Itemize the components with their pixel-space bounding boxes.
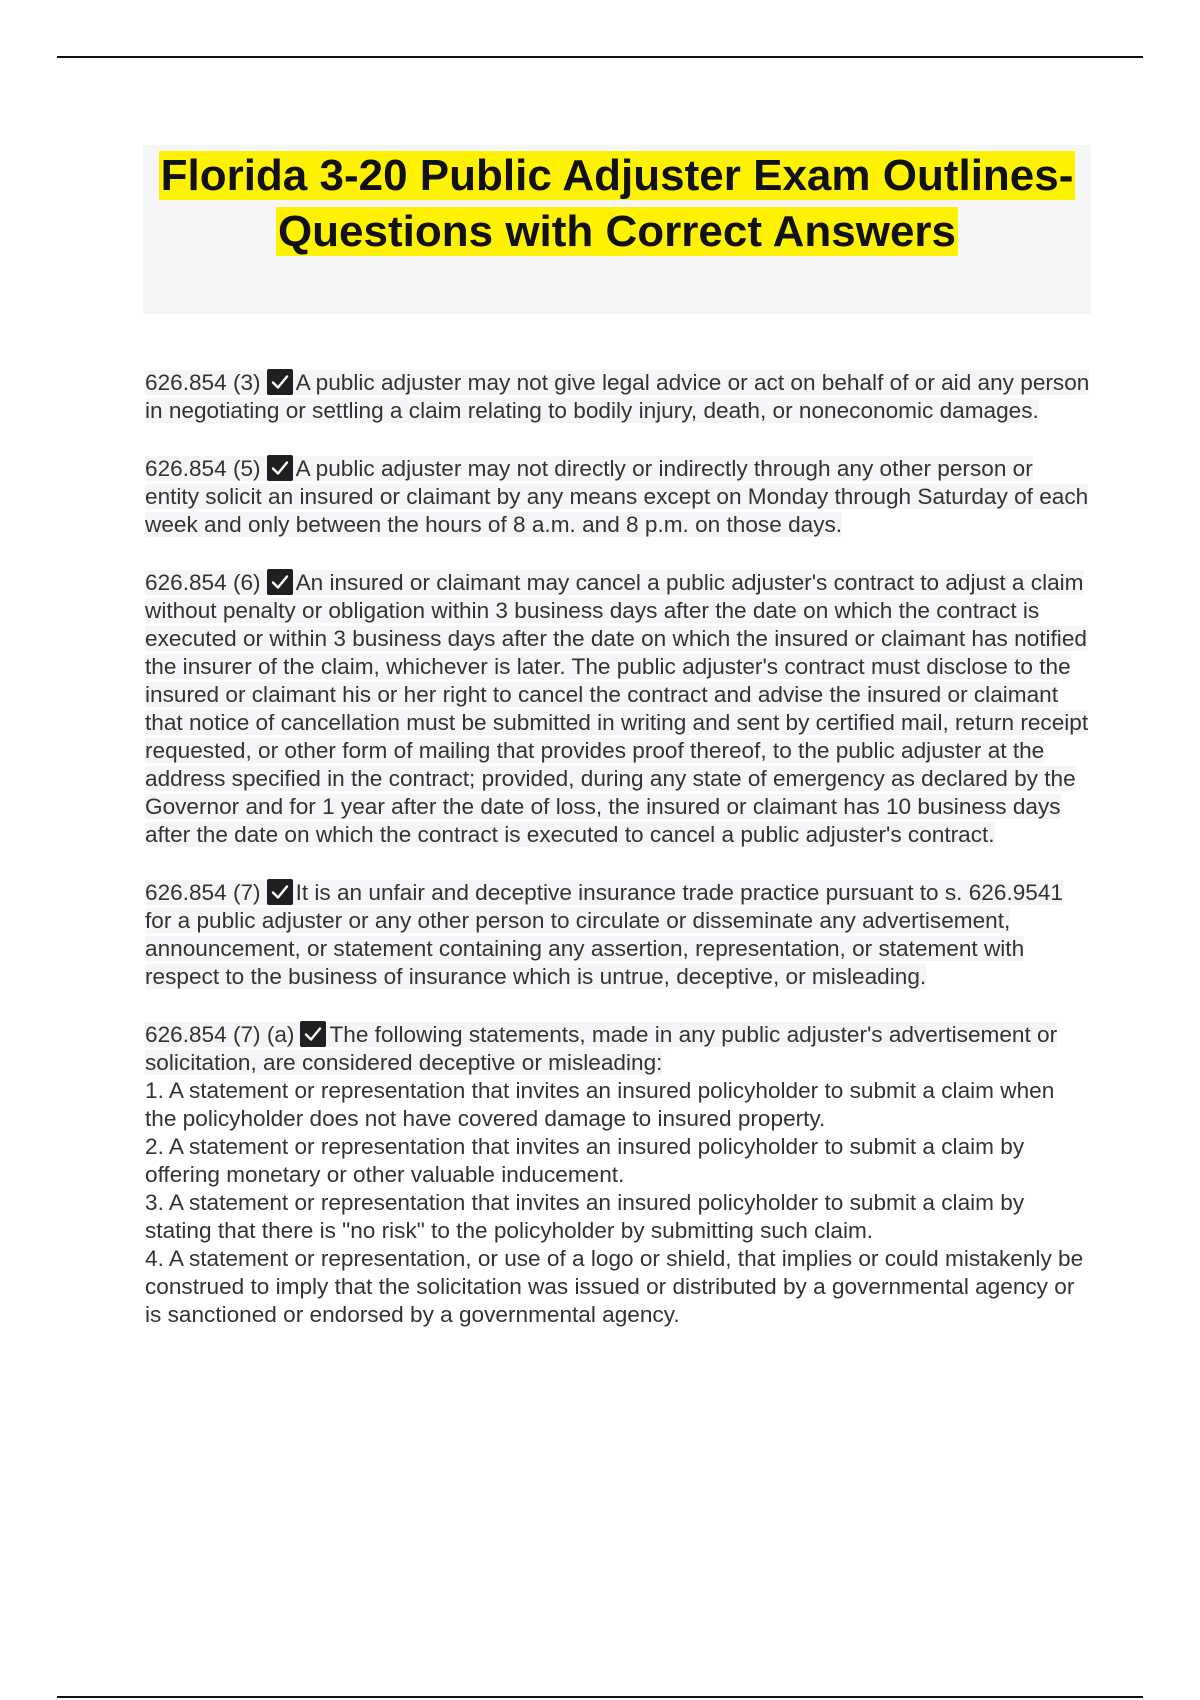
qa-entry [145,569,1090,849]
bottom-rule [57,1696,1143,1698]
qa-entry [145,879,1090,991]
question-ref: 626.854 (6) [145,570,261,595]
qa-entry [145,455,1090,539]
checkbox-checked-icon [300,1021,326,1047]
question-ref: 626.854 (5) [145,456,261,481]
answer-list-item: 3. A statement or representation that invites an insured policyholder to submit a claim by stating that there is "no risk" to the policyholder by submitting such claim. [145,1190,1025,1243]
qa-list [145,369,1090,1359]
qa-entry-text [145,456,1088,537]
qa-entry [145,369,1090,425]
qa-entry-text [145,880,1063,989]
answer-text: It is an unfair and deceptive insurance trade practice pursuant to s. 626.9541 for a public adjuster or any other person to circulate or disseminate any advertisement, announcement, or statement containing any assertion, representation, or statement with respect to the business of insurance which is untrue, deceptive, or misleading. [145,880,1063,989]
answer-list-item: 1. A statement or representation that invites an insured policyholder to submit a claim when the policyholder does not have covered damage to insured property. [145,1078,1055,1131]
checkbox-checked-icon [267,455,293,481]
checkbox-checked-icon [267,369,293,395]
answer-text: A public adjuster may not directly or indirectly through any other person or entity solicit an insured or claimant by any means except on Monday through Saturday of each week and only between the hours of 8 a.m. and 8 p.m. on those days. [145,456,1089,537]
question-ref: 626.854 (7) [145,880,261,905]
answer-list-item: 4. A statement or representation, or use of a logo or shield, that implies or could mistakenly be construed to imply that the solicitation was issued or distributed by a governmental agency or is sanctioned or endorsed by a governmental agency. [145,1246,1084,1327]
question-ref: 626.854 (7) (a) [145,1022,295,1047]
qa-entry-text [145,1022,1090,1329]
answer-text: An insured or claimant may cancel a public adjuster's contract to adjust a claim without penalty or obligation within 3 business days after the date on which the contract is executed or within 3 business days after the date on which the insured or claimant has notified the insurer of the claim, whichever is later. The public adjuster's contract must disclose to the insured or claimant his or her right to cancel the contract and advise the insured or claimant that notice of cancellation must be submitted in writing and sent by certified mail, return receipt requested, or other form of mailing that provides proof thereof, to the public adjuster at the address specified in the contract; provided, during any state of emergency as declared by the Governor and for 1 year after the date of loss, the insured or claimant has 10 business days after the date on which the contract is executed to cancel a public adjuster's contract. [145,570,1089,847]
top-rule [57,56,1143,58]
answer-text: A public adjuster may not give legal advice or act on behalf of or aid any person in negotiating or settling a claim relating to bodily injury, death, or noneconomic damages. [145,370,1090,423]
checkbox-checked-icon [267,569,293,595]
qa-entry-text [145,570,1088,847]
checkbox-checked-icon [267,879,293,905]
title-banner [143,145,1091,314]
qa-entry-text [145,370,1089,423]
answer-text: The following statements, made in any public adjuster's advertisement or solicitation, are considered deceptive or misleading: [145,1022,1058,1075]
answer-list-item: 2. A statement or representation that invites an insured policyholder to submit a claim by offering monetary or other valuable inducement. [145,1134,1025,1187]
document-title [143,148,1091,260]
question-ref: 626.854 (3) [145,370,261,395]
qa-entry [145,1021,1090,1329]
document-title-highlight: Florida 3-20 Public Adjuster Exam Outlines- Questions with Correct Answers [160,151,1074,256]
